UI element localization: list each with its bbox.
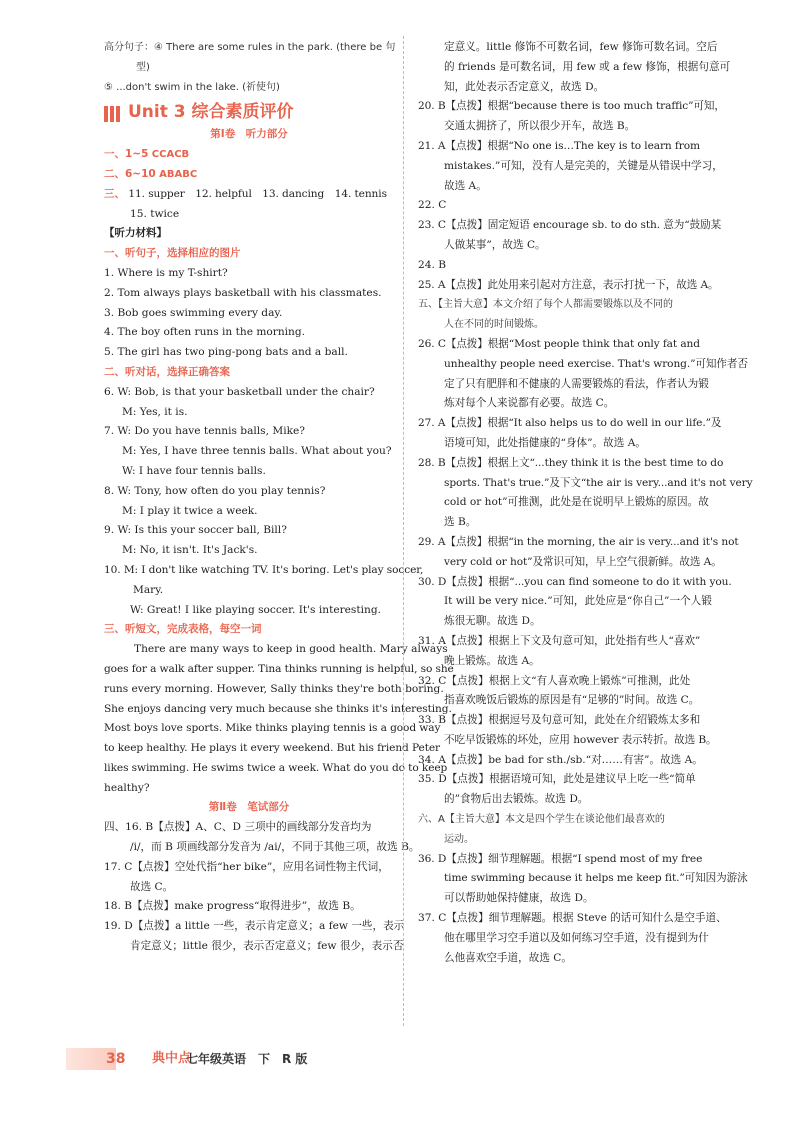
brand-logo: 典中点 bbox=[152, 1051, 192, 1066]
answer-15: 15. twice bbox=[130, 207, 180, 220]
handwritten-summary-6: 六、A【主旨大意】本文是四个学生在谈论他们最喜欢的 bbox=[418, 814, 665, 826]
answer-11-15: 三、 11. supper 12. helpful 13. dancing 14. tennis bbox=[104, 187, 387, 200]
text-line: 炼很无聊。故选 D。 bbox=[444, 615, 541, 628]
handwritten-summary-5-cont: 人在不同的时间锻炼。 bbox=[444, 319, 544, 331]
handwritten-note-1b: 型) bbox=[136, 61, 150, 73]
dialog-line: Mary. bbox=[133, 583, 164, 596]
writing-part-title: 第Ⅱ卷 笔试部分 bbox=[208, 801, 290, 814]
text-line: 交通太拥挤了，所以很少开车，故选 B。 bbox=[444, 120, 636, 133]
unit-title bbox=[104, 99, 394, 125]
passage-line: to keep healthy. He plays it every weekend. But his friend Peter bbox=[104, 742, 441, 755]
answer-18: 18. B【点拨】make progress“取得进步”，故选 B。 bbox=[104, 900, 361, 913]
passage-line: goes for a walk after supper. Tina thinks running is helpful, so she bbox=[104, 662, 454, 675]
section-3-title: 三、听短文，完成表格，每空一词 bbox=[104, 623, 262, 636]
answer-33: 33. B【点拨】根据逗号及句意可知，此处在介绍锻炼太多和 bbox=[418, 714, 701, 727]
answer-35: 35. D【点拨】根据语境可知，此处是建议早上吃一些“简单 bbox=[418, 773, 696, 786]
text-line: very cold or hot”及常识可知，早上空气很新鲜。故选 A。 bbox=[444, 555, 722, 568]
text-line: 定了只有肥胖和不健康的人需要锻炼的看法，作者认为锻 bbox=[444, 377, 709, 390]
page-number: 38 bbox=[106, 1051, 126, 1067]
answer-6-10: 二、6~10 ABABC bbox=[104, 167, 198, 180]
text-line: 人做某事”，故选 C。 bbox=[444, 238, 546, 251]
handwritten-note-2: ⑤ ...don't swim in the lake. (祈使句) bbox=[104, 81, 280, 93]
answer-19-cont: 肯定意义；little 很少，表示否定意义；few 很少，表示否 bbox=[130, 940, 404, 953]
answer-19: 19. D【点拨】a little 一些，表示肯定意义；a few 一些，表示 bbox=[104, 920, 405, 933]
answer-27: 27. A【点拨】根据“It also helps us to do well in our life.”及 bbox=[418, 417, 722, 430]
text-line: 的 friends 是可数名词，用 few 或 a few 修饰，根据句意可 bbox=[444, 60, 731, 73]
answer-31: 31. A【点拨】根据上下文及句意可知，此处指有些人“喜欢” bbox=[418, 634, 701, 647]
text-line: cold or hot”可推测，此处是在说明早上锻炼的原因。故 bbox=[444, 496, 709, 509]
text-line: 故选 A。 bbox=[444, 179, 487, 192]
listening-material-title: 【听力材料】 bbox=[104, 227, 167, 240]
answer-37: 37. C【点拨】细节理解题。根据 Steve 的话可知什么是空手道、 bbox=[418, 912, 727, 925]
handwritten-summary-6-cont: 运动。 bbox=[444, 833, 474, 845]
text-line: 他在哪里学习空手道以及如何练习空手道，没有提到为什 bbox=[444, 931, 709, 944]
section-2-title: 二、听对话，选择正确答案 bbox=[104, 365, 230, 378]
text-line: It will be very nice.”可知，此处应是“你自己”一个人锻 bbox=[444, 595, 712, 608]
text-line: 炼对每个人来说都有必要。故选 C。 bbox=[444, 397, 615, 410]
list-item: 2. Tom always plays basketball with his classmates. bbox=[104, 286, 382, 299]
passage-line: likes swimming. He swims twice a week. What do you do to keep bbox=[104, 761, 448, 774]
dialog-line: M: No, it isn't. It's Jack's. bbox=[122, 544, 258, 557]
text-line: sports. That's true.”及下文“the air is very...and it's not very bbox=[444, 476, 753, 489]
passage-line: Most boys love sports. Mike thinks playing tennis is a good way bbox=[104, 722, 441, 735]
list-item: 1. Where is my T-shirt? bbox=[104, 266, 228, 279]
dialog-line: W: I have four tennis balls. bbox=[122, 464, 266, 477]
answer-17: 17. C【点拨】空处代指“her bike”，应用名词性物主代词， bbox=[104, 860, 389, 873]
handwritten-note-1: 高分句子：④ There are some rules in the park. (there be 句 bbox=[104, 42, 396, 53]
dialog-line: 8. W: Tony, how often do you play tennis? bbox=[104, 484, 326, 497]
text-line: 晚上锻炼。故选 A。 bbox=[444, 654, 540, 667]
text-line: time swimming because it helps me keep fit.”可知因为游泳 bbox=[444, 872, 748, 885]
answer-17-cont: 故选 C。 bbox=[130, 880, 174, 893]
text-line: 么他喜欢空手道，故选 C。 bbox=[444, 951, 573, 964]
page-footer bbox=[66, 1048, 396, 1070]
answer-23: 23. C【点拨】固定短语 encourage sb. to do sth. 意为“鼓励某 bbox=[418, 219, 722, 232]
dialog-line: 9. W: Is this your soccer ball, Bill? bbox=[104, 524, 287, 537]
text-line: 定意义。little 修饰不可数名词，few 修饰可数名词。空后 bbox=[444, 41, 718, 53]
text-line: 语境可知，此处指健康的“身体”。故选 A。 bbox=[444, 436, 646, 449]
answer-29: 29. A【点拨】根据“in the morning, the air is very...and it's not bbox=[418, 535, 739, 548]
text-line: 不吃早饭锻炼的坏处，应用 however 表示转折。故选 B。 bbox=[444, 733, 717, 746]
answer-30: 30. D【点拨】根据“...you can find someone to do it with you. bbox=[418, 575, 732, 588]
text-line: 的”食物后出去锻炼。故选 D。 bbox=[444, 793, 589, 806]
text-line: 知，此处表示否定意义，故选 D。 bbox=[444, 80, 605, 93]
answer-34: 34. A【点拨】be bad for sth./sb.“对……有害”。故选 A。 bbox=[418, 753, 703, 766]
answer-24: 24. B bbox=[418, 258, 446, 271]
passage-line: healthy? bbox=[104, 781, 150, 794]
dialog-line: W: Great! I like playing soccer. It's interesting. bbox=[130, 603, 381, 616]
answer-26: 26. C【点拨】根据“Most people think that only fat and bbox=[418, 337, 700, 350]
column-divider bbox=[403, 36, 404, 1026]
answer-36: 36. D【点拨】细节理解题。根据“I spend most of my free bbox=[418, 852, 703, 865]
text-line: 选 B。 bbox=[444, 516, 477, 529]
passage-line: She enjoys dancing very much because she thinks it's interesting. bbox=[104, 702, 452, 715]
dialog-line: M: I play it twice a week. bbox=[122, 504, 258, 517]
dialog-line: 7. W: Do you have tennis balls, Mike? bbox=[104, 425, 305, 438]
listening-part-title: 第Ⅰ卷 听力部分 bbox=[210, 128, 288, 141]
passage-line: There are many ways to keep in good health. Mary always bbox=[134, 643, 448, 656]
answer-22: 22. C bbox=[418, 199, 447, 212]
passage-line: runs every morning. However, Sally thinks they're both boring. bbox=[104, 682, 444, 695]
handwritten-summary-5: 五、【主旨大意】本文介绍了每个人都需要锻炼以及不同的 bbox=[418, 299, 673, 311]
unit-bars-icon bbox=[104, 104, 122, 120]
dialog-line: 6. W: Bob, is that your basketball under the chair? bbox=[104, 385, 375, 398]
section-1-title: 一、听句子，选择相应的图片 bbox=[104, 247, 241, 260]
list-item: 3. Bob goes swimming every day. bbox=[104, 306, 283, 319]
answer-20: 20. B【点拨】根据“because there is too much traffic”可知， bbox=[418, 100, 725, 113]
text-line: 指喜欢晚饭后锻炼的原因是有“足够的”时间。故选 C。 bbox=[444, 694, 700, 707]
text-line: mistakes.”可知，没有人是完美的，关键是从错误中学习， bbox=[444, 159, 723, 172]
text-line: unhealthy people need exercise. That's wrong.”可知作者否 bbox=[444, 357, 748, 370]
answer-28: 28. B【点拨】根据上文“...they think it is the best time to do bbox=[418, 456, 724, 469]
dialog-line: M: Yes, it is. bbox=[122, 405, 188, 418]
unit-title-text: Unit 3 综合素质评价 bbox=[128, 102, 294, 123]
answer-16: 四、16. B【点拨】A、C、D 三项中的画线部分发音均为 bbox=[104, 821, 372, 834]
right-column bbox=[418, 38, 753, 968]
answer-1-5: 一、1~5 CCACB bbox=[104, 148, 190, 161]
list-item: 5. The girl has two ping-pong bats and a ball. bbox=[104, 346, 348, 359]
answer-21: 21. A【点拨】根据“No one is…The key is to learn from bbox=[418, 139, 700, 152]
dialog-line: 10. M: I don't like watching TV. It's boring. Let's play soccer, bbox=[104, 563, 424, 576]
list-item: 4. The boy often runs in the morning. bbox=[104, 326, 306, 339]
answer-25: 25. A【点拨】此处用来引起对方注意，表示打扰一下，故选 A。 bbox=[418, 278, 719, 291]
answer-16-cont: /i/，而 B 项画线部分发音为 /ai/，不同于其他三项，故选 B。 bbox=[130, 841, 420, 854]
dialog-line: M: Yes, I have three tennis balls. What about you? bbox=[122, 445, 392, 458]
text-line: 可以帮助她保持健康，故选 D。 bbox=[444, 892, 594, 905]
book-title: 七年级英语 下 R 版 bbox=[186, 1052, 308, 1066]
answer-32: 32. C【点拨】根据上文“有人喜欢晚上锻炼”可推测，此处 bbox=[418, 674, 691, 687]
